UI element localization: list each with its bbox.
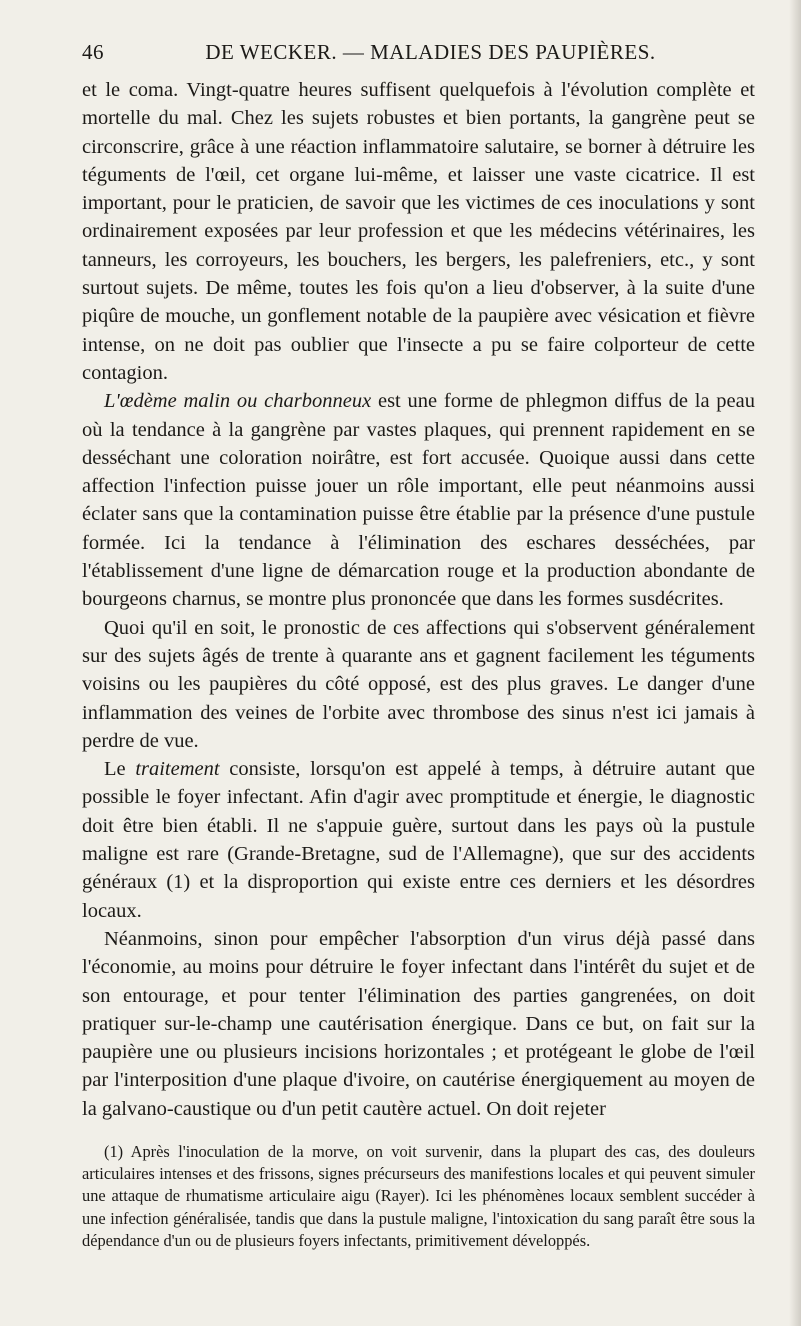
term-traitement: traitement <box>135 758 220 781</box>
paragraph-5: Néanmoins, sinon pour empêcher l'absorption d'un virus déjà passé dans l'économie, au moins pour détruire le foyer infectant dans l'intérêt du sujet et de son entourage, et pour tenter l'élimination des parties gangrenées, on doit pratiquer sur-le-champ une cautérisation énergique. Dans ce but, on fait sur la paupière une ou plusieurs incisions horizontales ; et protégeant le globe de l'œil par l'interposition d'une plaque d'ivoire, on cautérise énergiquement au moyen de la galvano-caustique ou d'un petit cautère actuel. On doit rejeter <box>82 927 755 1120</box>
paragraph-4-lead: Le <box>104 758 136 781</box>
paragraph-4 <box>82 755 755 925</box>
footnote <box>82 1141 755 1252</box>
running-header <box>82 40 755 70</box>
paragraph-1: et le coma. Vingt-quatre heures suffisent quelquefois à l'évolution complète et mortelle du mal. Chez les sujets robustes et bien portants, la gangrène peut se circonscrire, grâce à une réaction inflammatoire salutaire, se borner à détruire les téguments de l'œil, cet organe lui-même, et laisser une vaste cicatrice. Il est important, pour le praticien, de savoir que les victimes de ces inoculations y sont ordinairement exposées par leur profession et que les médecins vétérinaires, les tanneurs, les corroyeurs, les bouchers, les bergers, les palefreniers, etc., y sont surtout sujets. De même, toutes les fois qu'on a lieu d'observer, à la suite d'une piqûre de mouche, un gonflement notable de la paupière avec vésication et fièvre intense, on ne doit pas oublier que l'insecte a pu se faire colporteur de cette contagion. <box>82 79 755 384</box>
paragraph-2-text: est une forme de phlegmon diffus de la peau où la tendance à la gangrène par vastes plaques, qui prennent rapidement en se desséchant une coloration noirâtre, est fort accusée. Quoique aussi dans cette affection l'infection puisse jouer un rôle important, elle peut néanmoins aussi éclater sans que la contamination puisse être établie par la présence d'une pustule formée. Ici la tendance à l'élimination des eschares desséchées, par l'établissement d'une ligne de démarcation rouge et la production abondante de bourgeons charnus, se montre plus prononcée que dans les formes susdécrites. <box>82 390 755 611</box>
paragraph-3: Quoi qu'il en soit, le pronostic de ces affections qui s'observent généralement sur des sujets âgés de trente à quarante ans et gagnent facilement les téguments voisins ou les paupières du côté opposé, est des plus graves. Le danger d'une inflammation des veines de l'orbite avec thrombose des sinus n'est ici jamais à perdre de vue. <box>82 616 755 752</box>
page-number: 46 <box>82 40 104 64</box>
paragraph-2 <box>82 387 755 613</box>
main-text <box>82 76 755 1123</box>
page-edge-shadow <box>789 0 801 1326</box>
paragraph-4-text: consiste, lorsqu'on est appelé à temps, à détruire autant que possible le foyer infectant. Afin d'agir avec promptitude et énergie, le diagnostic doit être bien établi. Il ne s'appuie guère, surtout dans les pays où la pustule maligne est rare (Grande-Bretagne, sud de l'Allemagne), que sur des accidents généraux (1) et la disproportion qui existe entre ces derniers et les désordres locaux. <box>82 758 755 922</box>
footnote-1: (1) Après l'inoculation de la morve, on voit survenir, dans la plupart des cas, des douleurs articulaires intenses et des frissons, signes précurseurs des manifestions locales et qui peuvent simuler une attaque de rhumatisme articulaire aigu (Rayer). Ici les phénomènes locaux semblent succéder à une infection généralisée, tandis que dans la pustule maligne, l'intoxication du sang paraît être sous la dépendance d'un ou de plusieurs foyers infectants, primitivement développés. <box>82 1141 755 1250</box>
running-title: DE WECKER. — MALADIES DES PAUPIÈRES. <box>205 40 656 64</box>
term-oedeme-malin: L'œdème malin ou charbonneux <box>104 390 372 413</box>
